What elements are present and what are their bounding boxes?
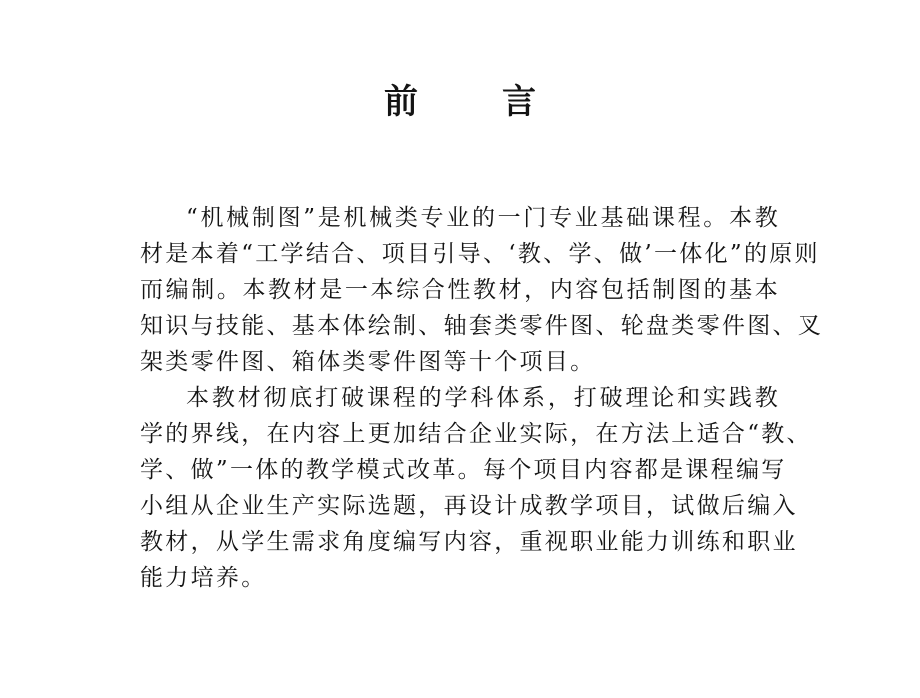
paragraph-line: 而编制。本教材是一本综合性教材，内容包括制图的基本 — [140, 277, 780, 303]
paragraph-line: 材是本着“工学结合、项目引导、‘教、学、做’一体化”的原则 — [140, 241, 820, 267]
paragraph-line: 教材，从学生需求角度编写内容，重视职业能力训练和职业 — [140, 529, 798, 555]
paragraph-line: 学的界线，在内容上更加结合企业实际，在方法上适合“教、 — [140, 421, 812, 447]
paragraph-line: 知识与技能、基本体绘制、轴套类零件图、轮盘类零件图、叉 — [140, 313, 824, 339]
paragraph-line: 架类零件图、箱体类零件图等十个项目。 — [140, 349, 596, 375]
paragraph-1 — [140, 200, 824, 380]
paragraph-line: 学、做”一体的教学模式改革。每个项目内容都是课程编写 — [140, 457, 787, 483]
page-title — [0, 74, 920, 123]
title-char-1: 前 — [384, 82, 418, 122]
paragraph-line: 小组从企业生产实际选题，再设计成教学项目，试做后编入 — [140, 493, 798, 519]
body-text — [140, 200, 824, 596]
paragraph-line: 能力培养。 — [140, 565, 267, 591]
title-char-2: 言 — [502, 82, 536, 122]
paragraph-2 — [140, 380, 812, 596]
paragraph-line: “机械制图”是机械类专业的一门专业基础课程。本教 — [186, 205, 780, 231]
paragraph-line: 本教材彻底打破课程的学科体系，打破理论和实践教 — [186, 385, 780, 411]
